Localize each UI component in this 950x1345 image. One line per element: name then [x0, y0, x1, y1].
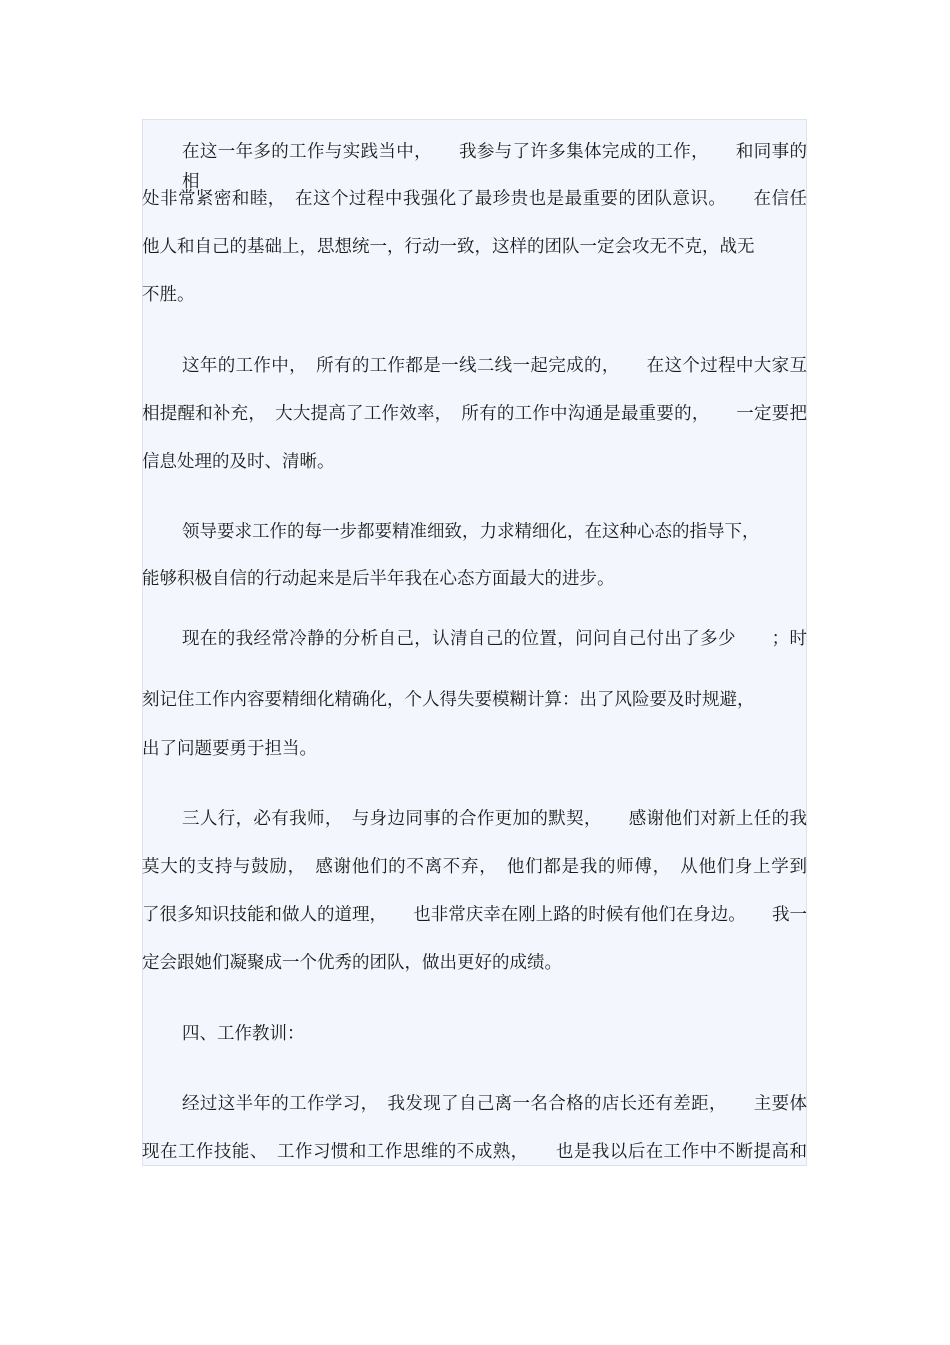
paragraph-5-line-3: 了很多知识技能和做人的道理， 也非常庆幸在刚上路的时候有他们在身边。 我一: [142, 905, 807, 925]
paragraph-2-line-1: 这年的工作中， 所有的工作都是一线二线一起完成的， 在这个过程中大家互: [182, 356, 807, 376]
paragraph-3-line-2: 能够积极自信的行动起来是后半年我在心态方面最大的进步。: [142, 569, 615, 589]
paragraph-1-line-3: 他人和自己的基础上，思想统一，行动一致，这样的团队一定会攻无不克，战无: [142, 237, 755, 257]
paragraph-1-line-2: 处非常紧密和睦， 在这个过程中我强化了最珍贵也是最重要的团队意识。 在信任: [142, 189, 807, 209]
paragraph-5-line-1: 三人行，必有我师， 与身边同事的合作更加的默契， 感谢他们对新上任的我: [182, 809, 807, 829]
paragraph-2-line-3: 信息处理的及时、清晰。: [142, 452, 335, 472]
paragraph-1-line-4: 不胜。: [142, 285, 195, 305]
paragraph-5-line-2: 莫大的支持与鼓励， 感谢他们的不离不弃， 他们都是我的师傅， 从他们身上学到: [142, 857, 807, 877]
paragraph-2-line-2: 相提醒和补充， 大大提高了工作效率， 所有的工作中沟通是最重要的， 一定要把: [142, 404, 807, 424]
paragraph-5-line-4: 定会跟她们凝聚成一个优秀的团队，做出更好的成绩。: [142, 953, 562, 973]
paragraph-6-line-2: 现在工作技能、 工作习惯和工作思维的不成熟， 也是我以后在工作中不断提高和: [142, 1142, 807, 1162]
paragraph-4-line-2: 刻记住工作内容要精细化精确化，个人得失要模糊计算：出了风险要及时规避，: [142, 690, 755, 710]
paragraph-4-line-1: 现在的我经常冷静的分析自己，认清自己的位置，问问自己付出了多少 ；时: [182, 629, 807, 649]
paragraph-1-line-1: 在这一年多的工作与实践当中， 我参与了许多集体完成的工作， 和同事的相: [182, 142, 807, 192]
paragraph-6-line-1: 经过这半年的工作学习， 我发现了自己离一名合格的店长还有差距， 主要体: [182, 1094, 807, 1114]
paragraph-4-line-3: 出了问题要勇于担当。: [142, 739, 317, 759]
paragraph-3-line-1: 领导要求工作的每一步都要精准细致，力求精细化，在这种心态的指导下，: [182, 522, 760, 542]
section-heading: 四、工作教训：: [182, 1024, 305, 1044]
